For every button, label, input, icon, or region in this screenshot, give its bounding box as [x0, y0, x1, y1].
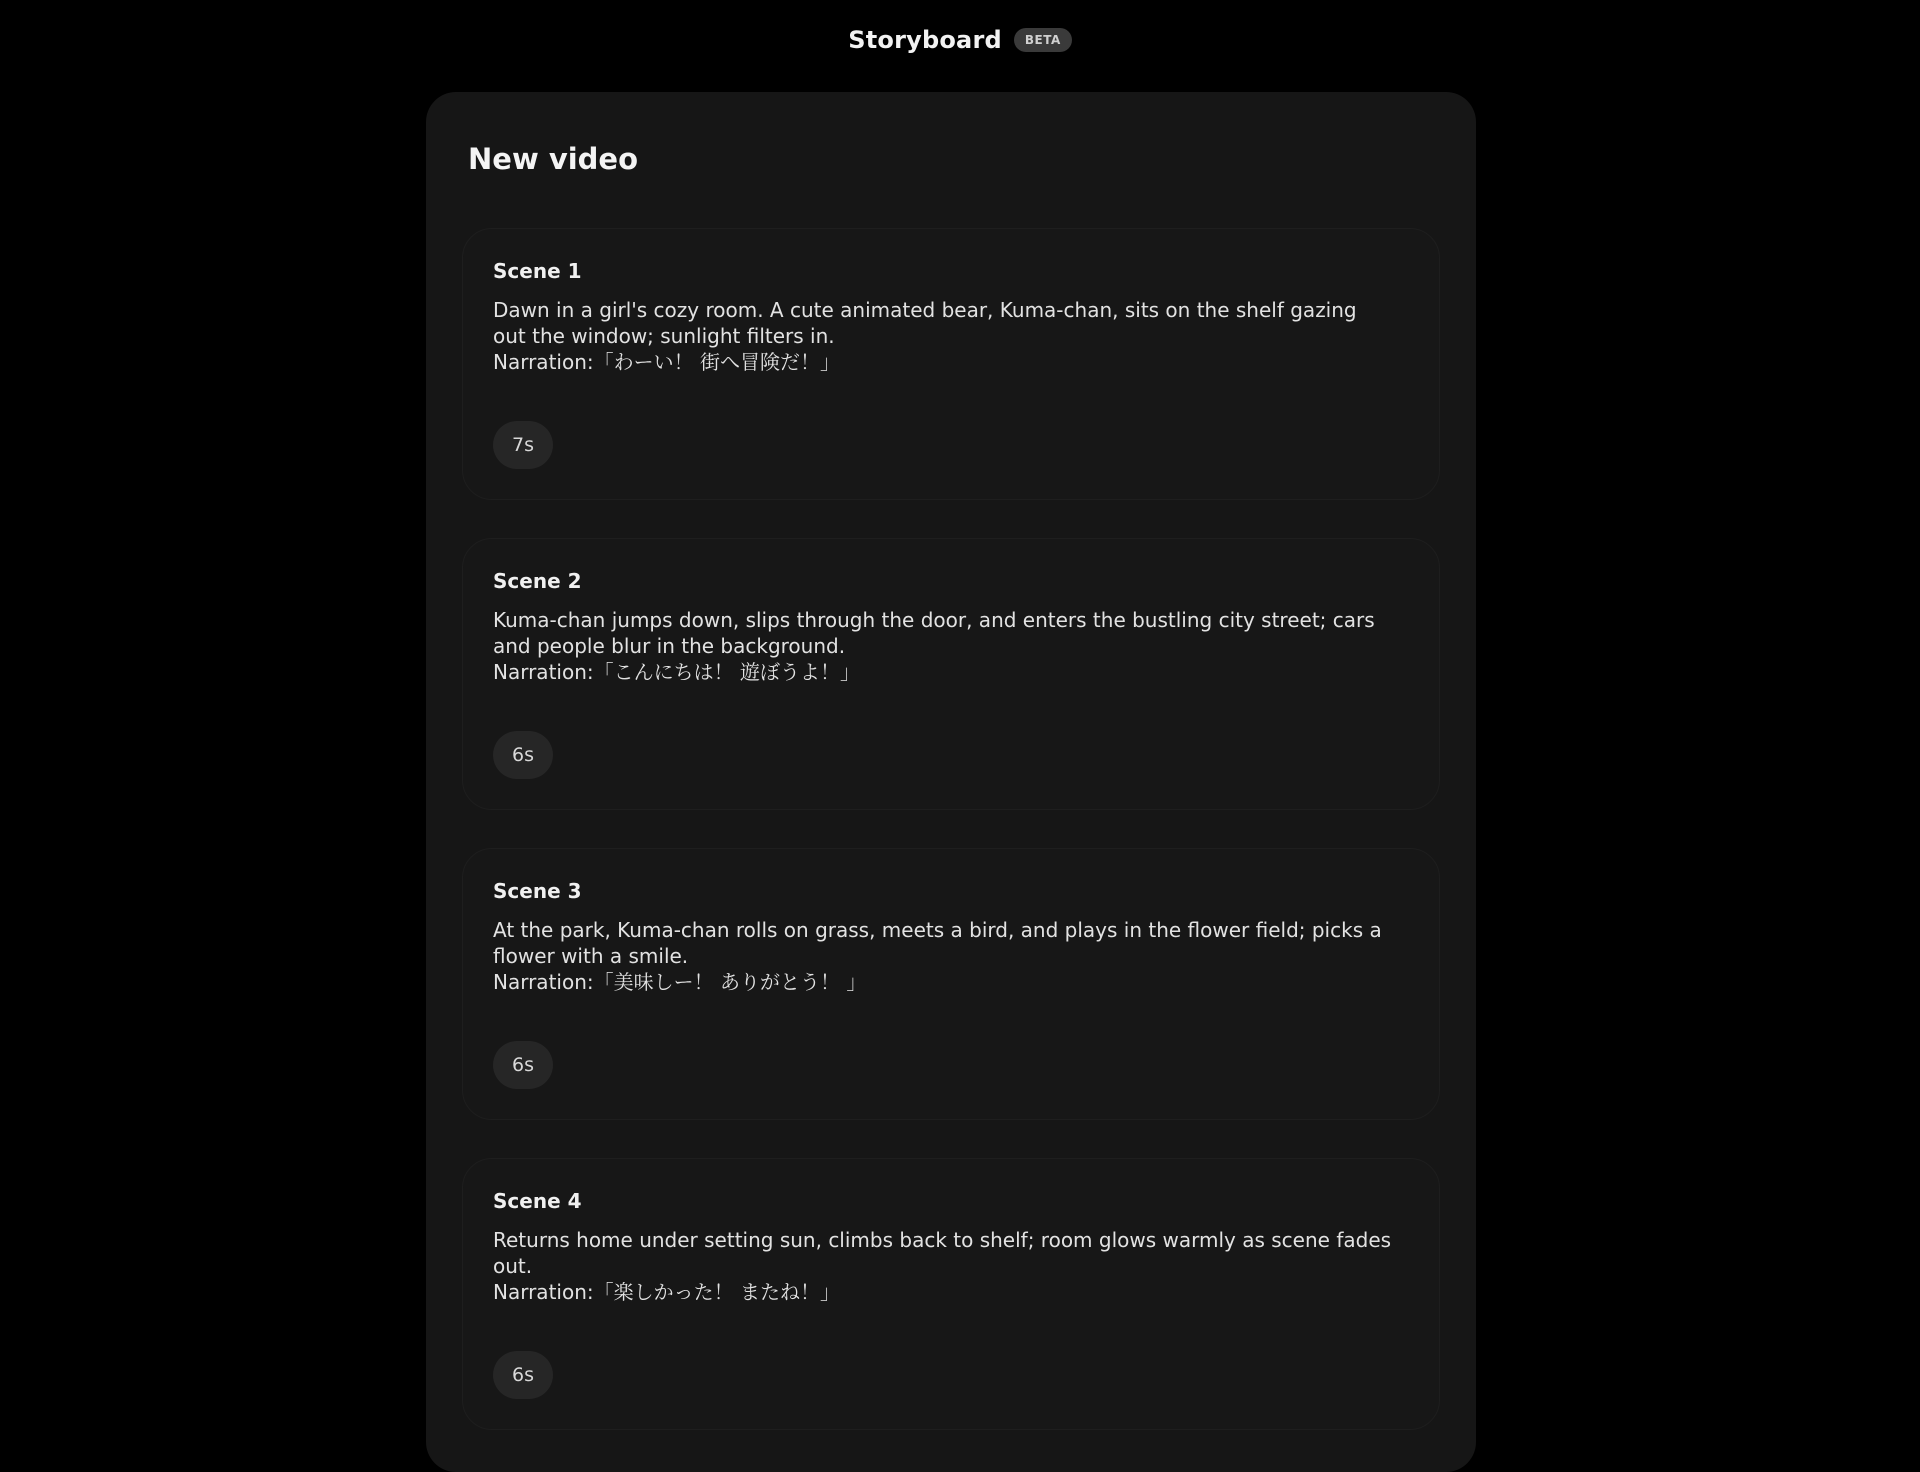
scene-narration: Narration:「楽しかった！ またね！」	[493, 1280, 840, 1304]
scene-card-1[interactable]	[462, 228, 1440, 500]
scene-card-2[interactable]	[462, 538, 1440, 810]
scene-duration-chip[interactable]: 6s	[493, 1351, 553, 1399]
scene-description: Returns home under setting sun, climbs back to shelf; room glows warmly as scene fades out.	[493, 1228, 1392, 1278]
app-title: Storyboard	[848, 26, 1002, 54]
scene-card-4[interactable]	[462, 1158, 1440, 1430]
scene-title: Scene 3	[493, 879, 582, 903]
scene-description: At the park, Kuma-chan rolls on grass, meets a bird, and plays in the flower field; picks a flower with a smile.	[493, 918, 1382, 968]
scene-title: Scene 2	[493, 569, 582, 593]
scene-title: Scene 1	[493, 259, 582, 283]
beta-badge: BETA	[1014, 28, 1072, 52]
scene-duration-chip[interactable]: 7s	[493, 421, 553, 469]
scene-narration: Narration:「こんにちは！ 遊ぼうよ！」	[493, 660, 860, 684]
scene-card-3[interactable]	[462, 848, 1440, 1120]
scene-duration-chip[interactable]: 6s	[493, 1041, 553, 1089]
scene-narration: Narration:「美味しー！ ありがとう！ 」	[493, 970, 867, 994]
storyboard-panel	[426, 92, 1476, 1472]
top-bar	[0, 0, 1920, 80]
scene-duration-chip[interactable]: 6s	[493, 731, 553, 779]
scene-description: Kuma-chan jumps down, slips through the door, and enters the bustling city street; cars and people blur in the background.	[493, 608, 1375, 658]
scene-narration: Narration:「わーい！ 街へ冒険だ！」	[493, 350, 840, 374]
page-title: New video	[468, 142, 639, 176]
scene-list	[462, 228, 1440, 1430]
scene-title: Scene 4	[493, 1189, 582, 1213]
scene-description: Dawn in a girl's cozy room. A cute animated bear, Kuma-chan, sits on the shelf gazing out the window; sunlight filters in.	[493, 298, 1357, 348]
